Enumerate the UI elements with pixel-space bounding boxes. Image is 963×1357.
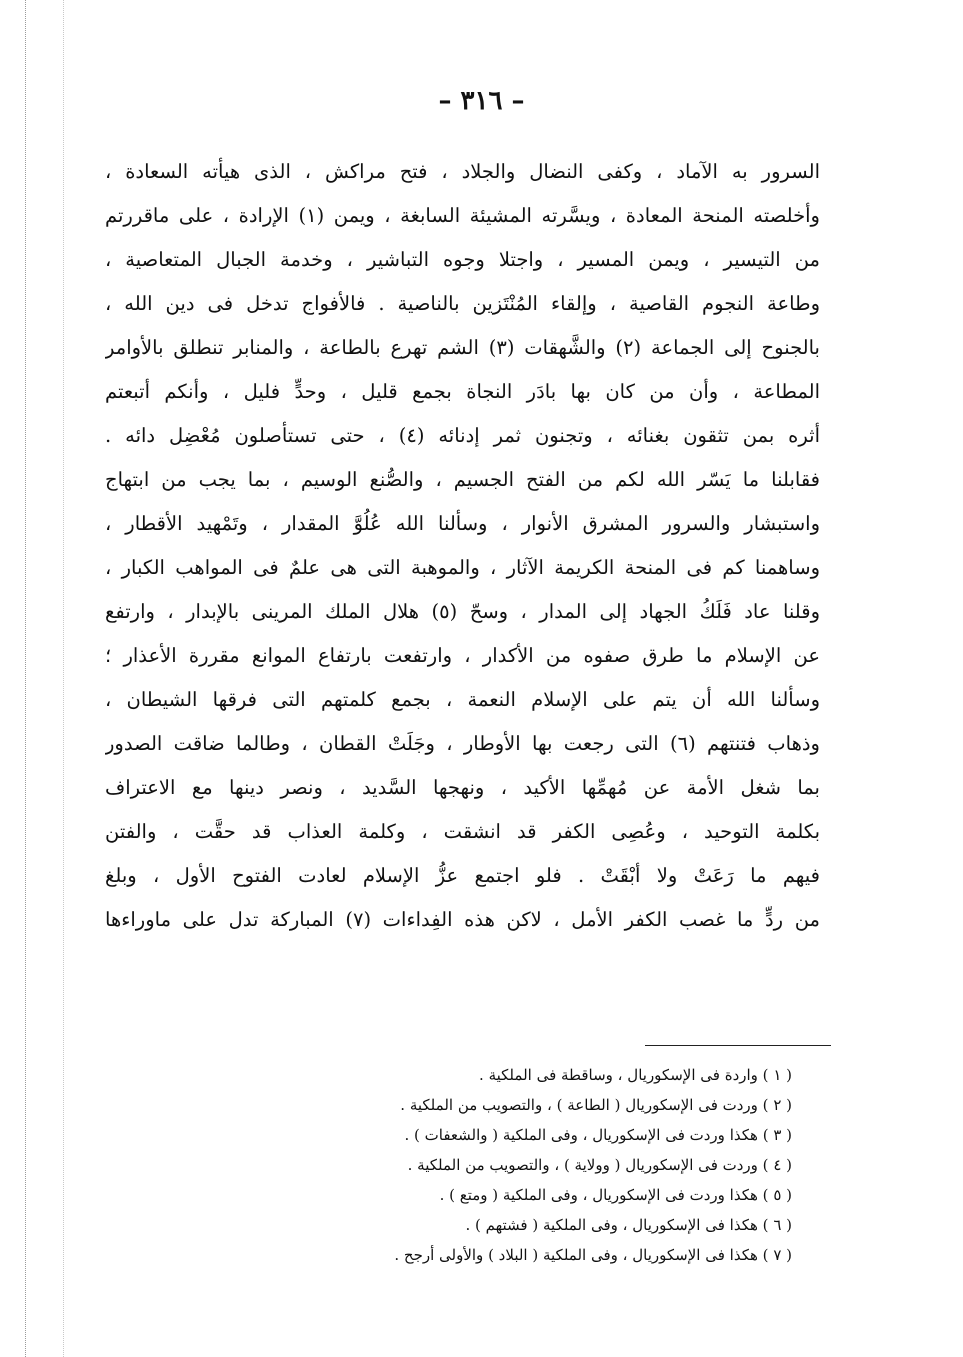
page-number: – ٣١٦ – bbox=[438, 86, 525, 116]
footnote-item: ( ٢ ) وردت فى الإسكوريال ( الطاعة ) ، والتصويب من الملكية . bbox=[400, 1096, 792, 1114]
text-line: وذهاب فتنتهم (٦) التى رجعت بها الأوطار ، وجَلَتْ القطان ، وطالما ضاقت الصدور bbox=[105, 732, 820, 755]
text-line: المطاعة ، وأن من كان بها بادَر النجاة بجمع قليل ، وحدٍّ فليل ، وأنكم أتبعتم bbox=[105, 380, 820, 403]
footnote-item: ( ٧ ) هكذا فى الإسكوريال ، وفى الملكية ( البلاد ) والأولى أرجح . bbox=[394, 1246, 792, 1264]
footnote-divider bbox=[645, 1045, 831, 1046]
text-line: من ردٍّ ما غصب الكفر الأمل ، لاكن هذه الفِداءات (٧) المباركة تدل على ماوراءها bbox=[105, 908, 820, 931]
text-line: بكلمة التوحيد ، وعُصِى الكفر قد انشقت ، وكلمة العذاب قد حقَّت ، والفتن bbox=[105, 820, 820, 843]
text-line: وسألنا الله أن يتم على الإسلام النعمة ، بجمع كلمتهم التى فرقها الشيطان ، bbox=[105, 688, 820, 711]
text-line: عن الإسلام ما طرق صفوه من الأكدار ، وارتفعت بارتفاع الموانع مقررة الأعذار ؛ bbox=[105, 644, 820, 667]
footnote-item: ( ٣ ) هكذا وردت فى الإسكوريال ، وفى الملكية ( والشعفات ) . bbox=[404, 1126, 792, 1144]
text-line: السرور به الآماد ، وكفى النضال والجلاد ، فتح مراكش ، الذى هيأته السعادة ، bbox=[105, 160, 820, 183]
footnotes bbox=[300, 1060, 792, 1270]
footnote-item: ( ٤ ) وردت فى الإسكوريال ( وولاية ) ، والتصويب من الملكية . bbox=[407, 1156, 792, 1174]
text-line: فقابلنا ما يَسّر الله لكم من الفتح الجسيم ، والصُّنع الوسيم ، بما يجب من ابتهاج bbox=[105, 468, 820, 491]
text-line: وقلنا عاد فَلَكُ الجهاد إلى المدار ، وسحّ (٥) هلال الملك المرينى بالإبدار ، وارتفع bbox=[105, 600, 820, 623]
binding-guide-line bbox=[25, 0, 26, 1357]
text-line: بالجنوح إلى الجماعة (٢) والشَّهقات (٣) الشم تهرع بالطاعة ، والمنابر تنطلق بالأوامر bbox=[105, 336, 820, 359]
margin-guide-line bbox=[63, 0, 64, 1357]
text-line: وطاعة النجوم القاصية ، وإلقاء المُنْتَزين بالناصية . فالأفواج تدخل فى دين الله ، bbox=[105, 292, 820, 315]
text-line: أثره بمن تثقون بغنائه ، وتجنون ثمر إدنائه (٤) ، حتى تستأصلون مُعْضِل دائه . bbox=[105, 424, 820, 447]
text-line: وساهمنا كم فى المنحة الكريمة الآثار ، والموهبة التى هى علمٌ فى المواهب الكبار ، bbox=[105, 556, 820, 579]
footnote-item: ( ١ ) واردة فى الإسكوريال ، وساقطة فى الملكية . bbox=[479, 1066, 792, 1084]
main-text bbox=[105, 150, 820, 942]
text-line: من التيسير ، ويمن المسير ، واجتلا وجوه التباشير ، وخدمة الجبال المتعاصية ، bbox=[105, 248, 820, 271]
footnote-item: ( ٥ ) هكذا وردت فى الإسكوريال ، وفى الملكية ( ومتع ) . bbox=[439, 1186, 792, 1204]
text-line: فيهم ما رَعَتْ ولا أبْقَتْ . فلو اجتمع عزُّ الإسلام لعادت الفتوح الأول ، وبلغ bbox=[105, 864, 820, 887]
text-line: واستبشار والسرور المشرق الأنوار ، وسألنا الله عُلُوَّ المقدار ، وتَمْهيد الأقطار ، bbox=[105, 512, 820, 535]
text-line: وأخلصته المنحة المعادة ، ويسَّرته المشيئة السابغة ، ويمن (١) الإرادة ، على ماقررتم bbox=[105, 204, 820, 227]
footnote-item: ( ٦ ) هكذا فى الإسكوريال ، وفى الملكية ( فشتهم ) . bbox=[465, 1216, 792, 1234]
text-line: بما شغل الأمة عن مُهمِّها الأكيد ، ونهجها السَّديد ، ونصر دينها مع الاعتراف bbox=[105, 776, 820, 799]
